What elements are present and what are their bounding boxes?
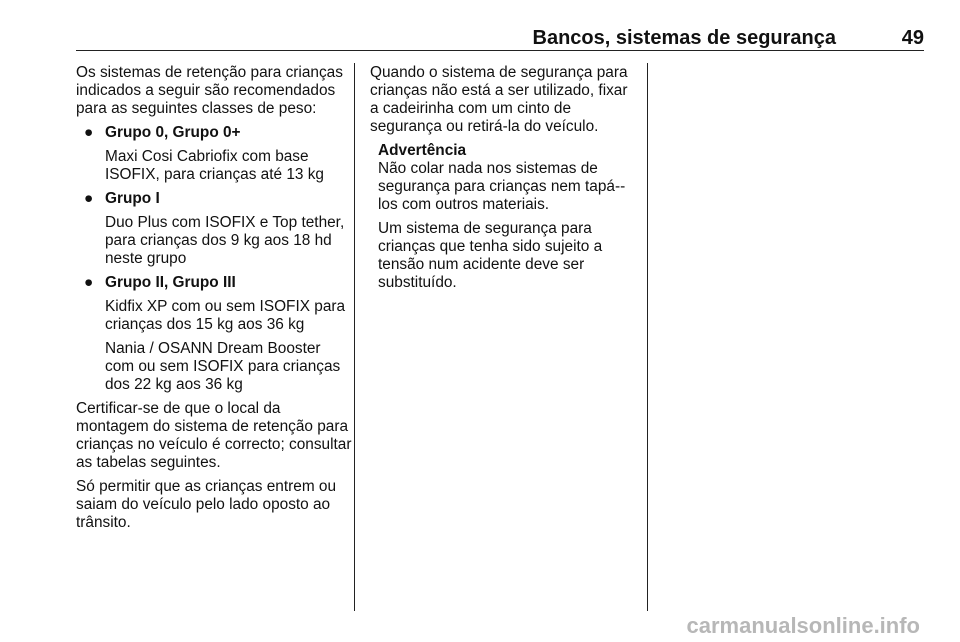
bullet-text: Kidfix XP com ou sem ISOFIX para crianças dos 15 kg aos 36 kg xyxy=(105,298,346,333)
column-divider-left xyxy=(354,63,355,611)
bullet-dot-icon: ● xyxy=(84,274,94,291)
bullet-text: Maxi Cosi Cabriofix com base ISOFIX, para crianças até 13 kg xyxy=(105,148,324,183)
bullet-dot-icon: ● xyxy=(84,124,94,141)
bullet-item-group-2-3 xyxy=(76,274,352,394)
footer-watermark: carmanualsonline.info xyxy=(686,613,920,638)
bullet-text: Duo Plus com ISOFIX e Top tether, para crianças dos 9 kg aos 18 hd neste grupo xyxy=(105,214,345,267)
traffic-paragraph: Só permitir que as crianças entrem ou saiam do veículo pelo lado oposto ao trânsito. xyxy=(76,478,337,531)
page-header xyxy=(76,28,924,51)
page-title: Bancos, sistemas de segurança xyxy=(532,27,836,49)
storage-paragraph: Quando o sistema de segurança para crianças não está a ser utilizado, fixar a cadeirinha com um cinto de segurança ou retirá-la do veículo. xyxy=(370,64,628,135)
bullet-text: Nania / OSANN Dream Booster com ou sem ISOFIX para crianças dos 22 kg aos 36 kg xyxy=(105,340,341,393)
bullet-title: Grupo 0, Grupo 0+ xyxy=(105,124,241,141)
warning-paragraph-1: Não colar nada nos sistemas de segurança para crianças nem tapá--los com outros materiais. xyxy=(378,160,626,213)
bullet-dot-icon: ● xyxy=(84,190,94,207)
warning-title: Advertência xyxy=(378,142,467,159)
intro-paragraph: Os sistemas de retenção para crianças indicados a seguir são recomendados para as seguintes classes de peso: xyxy=(76,64,343,117)
bullet-title: Grupo II, Grupo III xyxy=(105,274,236,291)
warning-box xyxy=(370,142,636,292)
left-column xyxy=(76,64,352,538)
warning-paragraph-2: Um sistema de segurança para crianças que tenha sido sujeito a tensão num acidente deve ser substituído. xyxy=(378,220,603,291)
mounting-paragraph: Certificar-se de que o local da montagem do sistema de retenção para crianças no veículo é correcto; consultar as tabelas seguintes. xyxy=(76,400,352,471)
bullet-item-group-0 xyxy=(76,124,352,184)
right-column xyxy=(370,64,636,298)
bullet-item-group-1 xyxy=(76,190,352,268)
page-number: 49 xyxy=(901,27,924,49)
bullet-title: Grupo I xyxy=(105,190,160,207)
column-divider-right xyxy=(647,63,648,611)
